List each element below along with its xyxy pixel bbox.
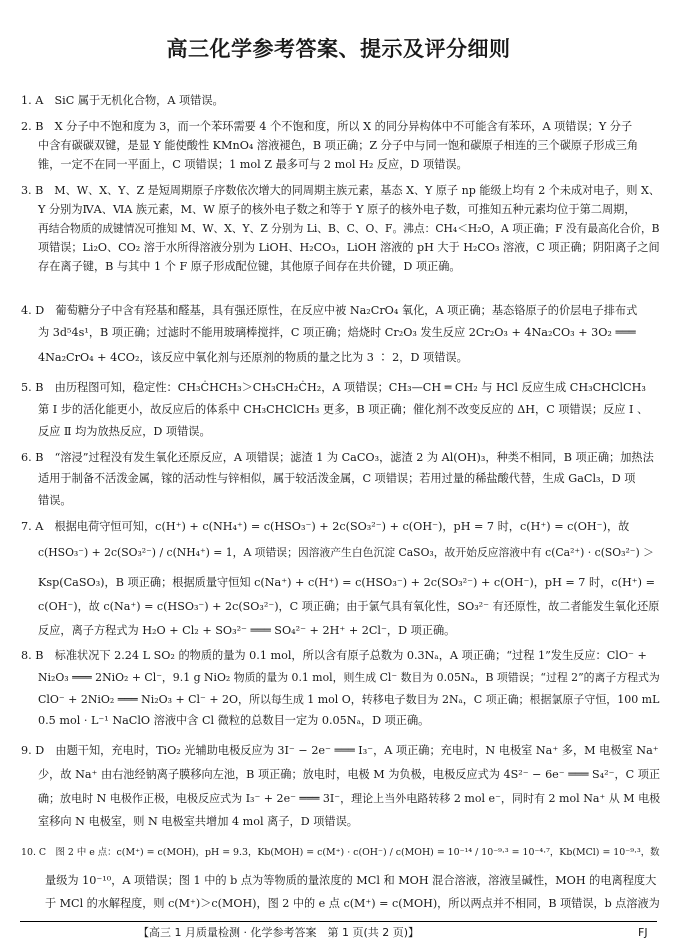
answer-line: 存在离子键，B 与其中 1 个 F 原子形成配位键，其他原子间存在共价键，D 项正确。	[38, 260, 461, 273]
answer-line: 项错误；Li₂O、CO₂ 溶于水所得溶液分别为 LiOH、H₂CO₃，LiOH 溶液的 pH 大于 H₂CO₃ 溶液，C 项正确；阴阳离子之间	[38, 241, 660, 254]
answer-line: 8. B 标准状况下 2.24 L SO₂ 的物质的量为 0.1 mol，所以含有原子总数为 0.3Nₐ，A 项正确；“过程 1”发生反应：ClO⁻ +	[21, 649, 647, 662]
answer-line: 于 MCl 的水解程度，则 c(M⁺)＞c(MOH)，图 2 中的 e 点 c(M⁺) = c(MOH)，所以两点并不相同，B 项错误，b 点溶液为	[45, 897, 660, 910]
answer-line: 锥，一定不在同一平面上，C 项错误；1 mol Z 最多可与 2 mol H₂ 反应，D 项错误。	[38, 158, 468, 171]
answer-line: 错误。	[38, 494, 72, 507]
answer-line: 0.5 mol · L⁻¹ NaClO 溶液中含 Cl 微粒的总数目一定为 0.05Nₐ，D 项正确。	[38, 714, 430, 727]
answer-line: 4. D 葡萄糖分子中含有羟基和醛基，具有强还原性，在反应中被 Na₂CrO₄ 氧化，A 项正确；基态铬原子的价层电子排布式	[21, 304, 638, 317]
answer-line: Y 分别为ⅣA、ⅥA 族元素，M、W 原子的核外电子数之和等于 Y 原子的核外电子数，可推知五种元素均位于第二周期，	[38, 203, 636, 216]
answer-line: 2. B X 分子中不饱和度为 3，而一个苯环需要 4 个不饱和度，所以 X 的同分异构体中不可能含有苯环，A 项错误；Y 分子	[21, 120, 633, 133]
answer-line: 7. A 根据电荷守恒可知，c(H⁺) + c(NH₄⁺) = c(HSO₃⁻) + 2c(SO₃²⁻) + c(OH⁻)，pH = 7 时，c(H⁺) = c(OH⁻)，故	[21, 520, 630, 533]
answer-line: c(HSO₃⁻) + 2c(SO₃²⁻) / c(NH₄⁺) = 1，A 项错误；因溶液产生白色沉淀 CaSO₃，故开始反应溶液中有 c(Ca²⁺) · c(SO₃²⁻) ＞	[38, 546, 654, 559]
answer-line: 4Na₂CrO₄ + 4CO₂，该反应中氧化剂与还原剂的物质的量之比为 3 ∶ 2，D 项错误。	[38, 351, 468, 364]
answer-line: 为 3d⁵4s¹，B 项正确；过滤时不能用玻璃棒搅拌，C 项正确；焙烧时 Cr₂O₃ 发生反应 2Cr₂O₃ + 4Na₂CO₃ + 3O₂ ═══	[38, 326, 636, 339]
answer-line: 5. B 由历程图可知，稳定性：CH₃ĊHCH₃＞CH₃CH₂ĊH₂，A 项错误；CH₃—CH ═ CH₂ 与 HCl 反应生成 CH₃CHClCH₃	[21, 381, 646, 394]
answer-line: 9. D 由题干知，充电时，TiO₂ 光辅助电极反应为 3I⁻ − 2e⁻ ═══ I₃⁻，A 项正确；充电时，N 电极室 Na⁺ 多，M 电极室 Na⁺	[21, 744, 659, 757]
answer-line: c(OH⁻)，故 c(Na⁺) = c(HSO₃⁻) + 2c(SO₃²⁻)，C 项正确；由于氯气具有氧化性，SO₃²⁻ 有还原性，故二者能发生氧化还原	[38, 600, 660, 613]
answer-line: 量级为 10⁻¹⁰，A 项错误；图 1 中的 b 点为等物质的量浓度的 MCl 和 MOH 混合溶液，溶液呈碱性，MOH 的电离程度大	[45, 874, 657, 887]
page-title: 高三化学参考答案、提示及评分细则	[166, 37, 511, 61]
answer-line: 适用于制备不活泼金属，镓的活动性与锌相似，属于较活泼金属，C 项错误；若用过量的稀盐酸代替，生成 GaCl₃，D 项	[38, 472, 636, 485]
answer-line: 10. C 图 2 中 e 点：c(M⁺) = c(MOH)，pH = 9.3，Kb(MOH) = c(M⁺) · c(OH⁻) / c(MOH) = 10⁻¹⁴ / 10⁻⁹·³ = 10⁻⁴·⁷，Kb(MCl) = 10⁻⁹·³，数	[21, 847, 660, 858]
answer-line: 少，故 Na⁺ 由右池经钠离子膜移向左池，B 项正确；放电时，电极 M 为负极，电极反应式为 4S²⁻ − 6e⁻ ═══ S₄²⁻，C 项正	[38, 768, 661, 781]
answer-line: 确；放电时 N 电极作正极，电极反应式为 I₃⁻ + 2e⁻ ═══ 3I⁻，理论上当外电路转移 2 mol e⁻，同时有 2 mol Na⁺ 从 M 电极	[38, 792, 661, 805]
answer-line: 反应，离子方程式为 H₂O + Cl₂ + SO₃²⁻ ═══ SO₄²⁻ + 2H⁺ + 2Cl⁻，D 项正确。	[38, 624, 456, 637]
answer-line: ClO⁻ + 2NiO₂ ═══ Ni₂O₃ + Cl⁻ + 2O，所以每生成 1 mol O，转移电子数目为 2Nₐ，C 项正确；根据氯原子守恒，100 mL	[38, 693, 660, 706]
footer-divider	[20, 921, 657, 922]
answer-line: 6. B “溶浸”过程没有发生氧化还原反应，A 项错误；滤渣 1 为 CaCO₃，滤渣 2 为 Al(OH)₃，种类不相同，B 项正确；加热法	[21, 451, 654, 464]
answer-line: 再结合物质的成键情况可推知 M、W、X、Y、Z 分别为 Li、B、C、O、F。沸点：CH₄＜H₂O，A 项正确；F 没有最高化合价，B	[38, 222, 660, 235]
answer-line: 室移向 N 电极室，则 N 电极室共增加 4 mol 离子，D 项错误。	[38, 815, 358, 828]
footer-label: 【高三 1 月质量检测 · 化学参考答案 第 1 页(共 2 页)】	[138, 926, 420, 939]
footer-code: FJ	[638, 926, 648, 939]
answer-line: 1. A SiC 属于无机化合物，A 项错误。	[21, 94, 224, 107]
answer-line: 第 Ⅰ 步的活化能更小，故反应后的体系中 CH₃CHClCH₃ 更多，B 项正确；催化剂不改变反应的 ΔH，C 项错误；反应 Ⅰ 、	[38, 403, 649, 416]
answer-line: 3. B M、W、X、Y、Z 是短周期原子序数依次增大的同周期主族元素，基态 X、Y 原子 np 能级上均有 2 个未成对电子，则 X、	[21, 184, 660, 197]
answer-line: Ni₂O₃ ═══ 2NiO₂ + Cl⁻，9.1 g NiO₂ 物质的量为 0.1 mol，则生成 Cl⁻ 数目为 0.05Nₐ，B 项错误；“过程 2”的离子方程式为	[38, 671, 660, 684]
answer-line: 中含有碳碳双键，是显 Y 能使酸性 KMnO₄ 溶液褪色，B 项正确；Z 分子中与同一饱和碳原子相连的三个碳原子形成三角	[38, 139, 639, 152]
answer-line: 反应 Ⅱ 均为放热反应，D 项错误。	[38, 425, 211, 438]
answer-line: Ksp(CaSO₃)，B 项正确；根据质量守恒知 c(Na⁺) + c(H⁺) = c(HSO₃⁻) + 2c(SO₃²⁻) + c(OH⁻)，pH = 7 时，c(H⁺) =	[38, 576, 655, 589]
